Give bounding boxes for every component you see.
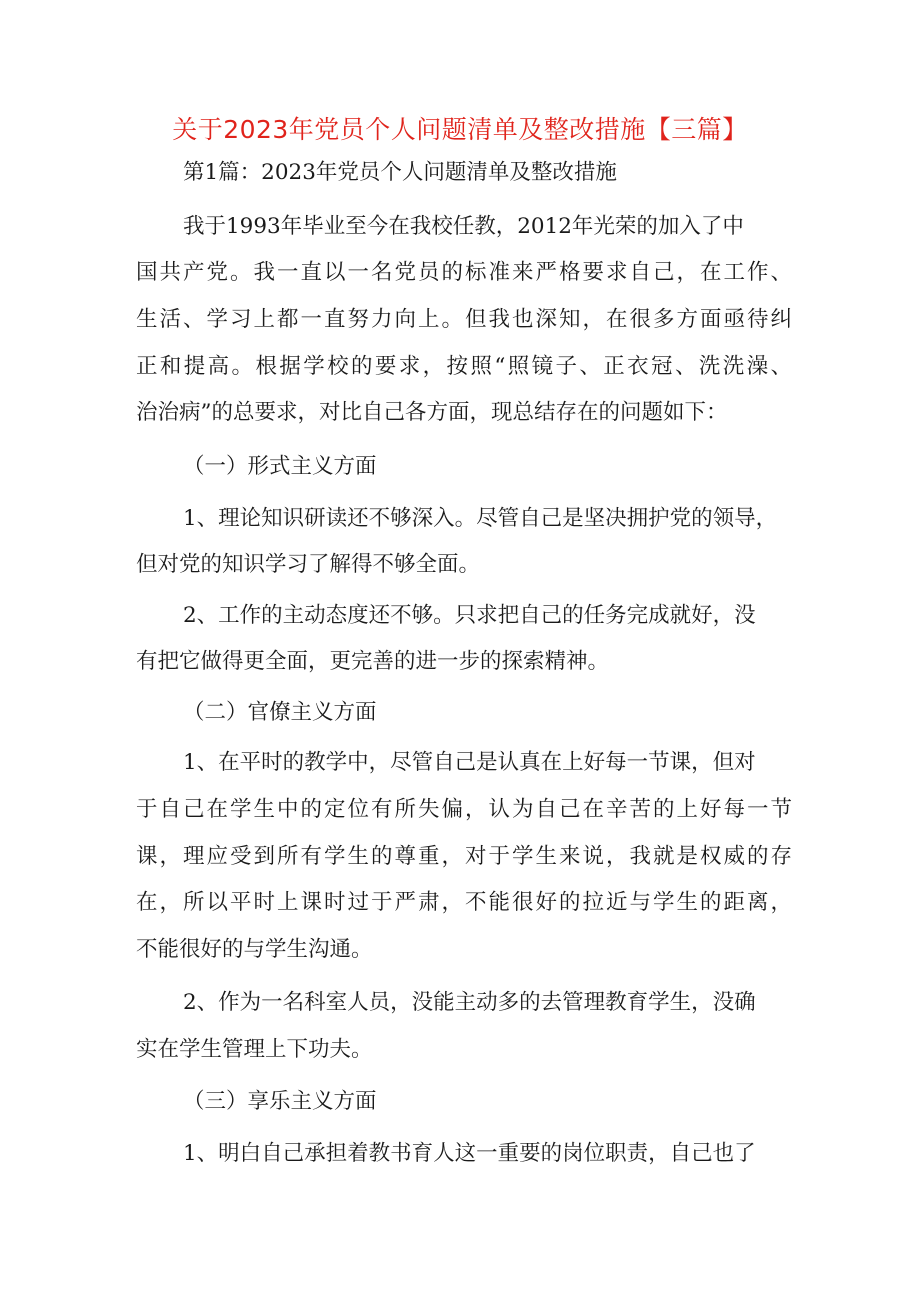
paragraph-line: 课，理应受到所有学生的尊重，对于学生来说，我就是权威的存 bbox=[136, 844, 792, 869]
paragraph-line: 2、工作的主动态度还不够。只求把自己的任务完成就好，没 bbox=[183, 603, 756, 628]
paragraph-line: 于自己在学生中的定位有所失偏，认为自己在辛苦的上好每一节 bbox=[136, 797, 792, 822]
intro-line: 生活、学习上都一直努力向上。但我也深知，在很多方面亟待纠 bbox=[136, 307, 792, 332]
intro-line: 国共产党。我一直以一名党员的标准来严格要求自己，在工作、 bbox=[136, 260, 792, 285]
paragraph-line: 有把它做得更全面，更完善的进一步的探索精神。 bbox=[136, 649, 610, 674]
section-heading: （三）享乐主义方面 bbox=[183, 1089, 377, 1114]
intro-line: 我于1993年毕业至今在我校任教，2012年光荣的加入了中 bbox=[183, 214, 744, 239]
paragraph-line: 实在学生管理上下功夫。 bbox=[136, 1037, 373, 1062]
subtitle: 第1篇：2023年党员个人问题清单及整改措施 bbox=[183, 160, 617, 185]
paragraph-line: 2、作为一名科室人员，没能主动多的去管理教育学生，没确 bbox=[183, 990, 756, 1015]
section-heading: （二）官僚主义方面 bbox=[183, 700, 377, 725]
paragraph-line: 在，所以平时上课时过于严肃，不能很好的拉近与学生的距离， bbox=[136, 890, 792, 915]
intro-line: 正和提高。根据学校的要求，按照“照镜子、正衣冠、洗洗澡、 bbox=[136, 354, 792, 379]
section-heading: （一）形式主义方面 bbox=[183, 454, 377, 479]
intro-line: 治治病”的总要求，对比自己各方面，现总结存在的问题如下： bbox=[136, 400, 728, 425]
paragraph-line: 1、明白自己承担着教书育人这一重要的岗位职责，自己也了 bbox=[183, 1141, 756, 1166]
paragraph-line: 但对党的知识学习了解得不够全面。 bbox=[136, 552, 481, 577]
document-title: 关于2023年党员个人问题清单及整改措施【三篇】 bbox=[172, 115, 748, 144]
paragraph-line: 1、理论知识研读还不够深入。尽管自己是坚决拥护党的领导， bbox=[183, 506, 778, 531]
paragraph-line: 1、在平时的教学中，尽管自己是认真在上好每一节课，但对 bbox=[183, 750, 756, 775]
paragraph-line: 不能很好的与学生沟通。 bbox=[136, 937, 373, 962]
